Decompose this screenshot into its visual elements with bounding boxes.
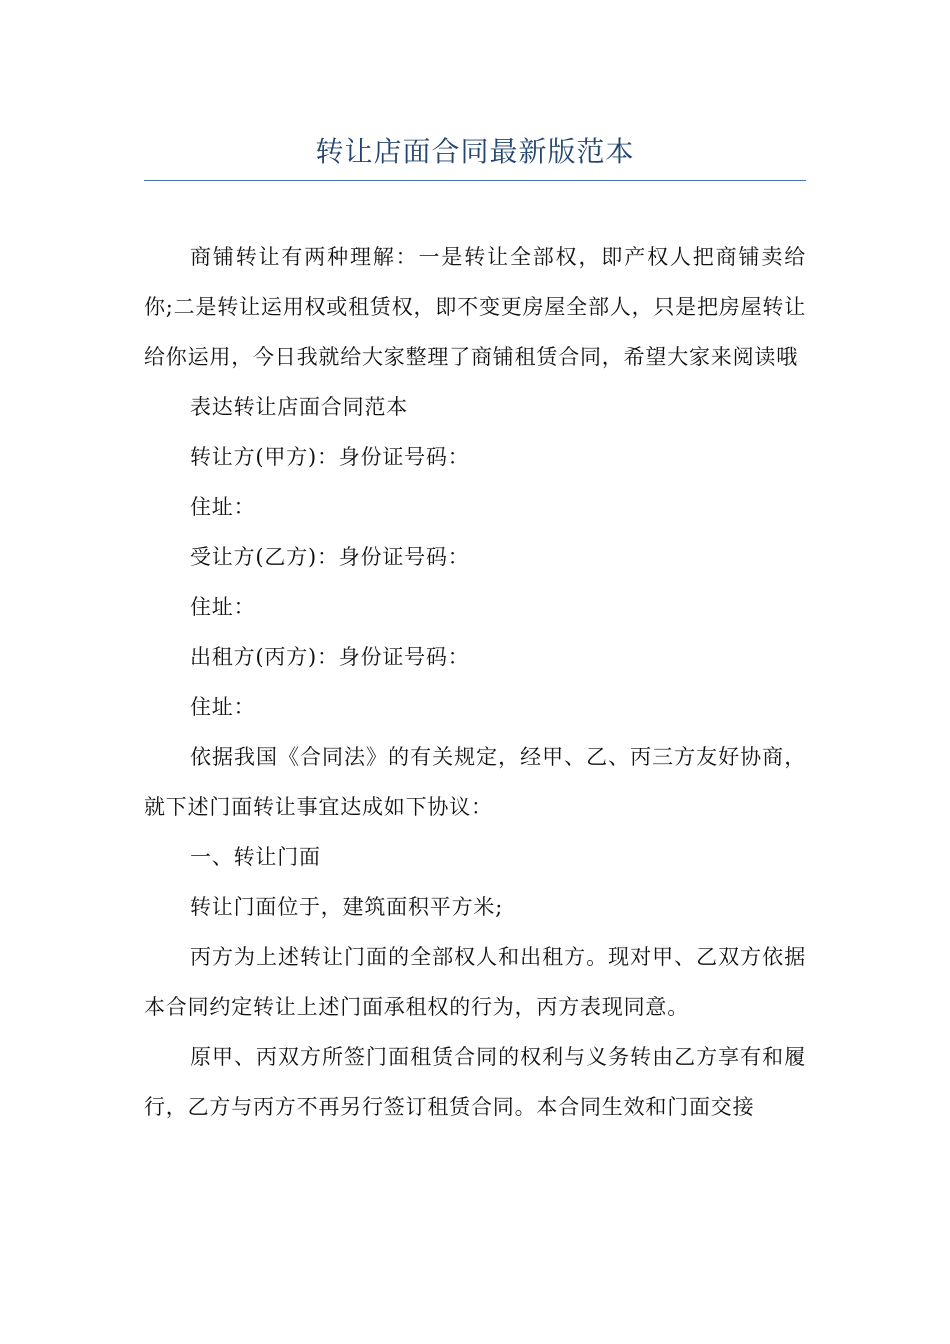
paragraph-rights-transfer: 原甲、丙双方所签门面租赁合同的权利与义务转由乙方享有和履行，乙方与丙方不再另行签订租赁合同。本合同生效和门面交接 [144, 1045, 806, 1119]
paragraph-party-b: 受让方(乙方)：身份证号码： [190, 545, 470, 569]
paragraph-party-a-address: 住址： [190, 495, 256, 519]
document-body [144, 232, 806, 1132]
paragraph-agreement-basis: 依据我国《合同法》的有关规定，经甲、乙、丙三方友好协商，就下述门面转让事宜达成如下协议： [144, 745, 806, 819]
paragraph-heading: 表达转让店面合同范本 [190, 395, 408, 419]
document-title: 转让店面合同最新版范本 [315, 135, 635, 168]
paragraph-intro: 商铺转让有两种理解：一是转让全部权，即产权人把商铺卖给你;二是转让运用权或租赁权，即不变更房屋全部人，只是把房屋转让给你运用，今日我就给大家整理了商铺租赁合同，希望大家来阅读哦 [144, 245, 806, 369]
paragraph-party-c-address: 住址： [190, 695, 256, 719]
paragraph-location: 转让门面位于，建筑面积平方米; [190, 895, 504, 919]
paragraph-party-c: 出租方(丙方)：身份证号码： [190, 645, 470, 669]
paragraph-owner-consent: 丙方为上述转让门面的全部权人和出租方。现对甲、乙双方依据本合同约定转让上述门面承租权的行为，丙方表现同意。 [144, 945, 806, 1019]
title-divider [144, 180, 806, 181]
paragraph-party-b-address: 住址： [190, 595, 256, 619]
paragraph-section-1-heading: 一、转让门面 [190, 845, 321, 869]
paragraph-party-a: 转让方(甲方)：身份证号码： [190, 445, 470, 469]
